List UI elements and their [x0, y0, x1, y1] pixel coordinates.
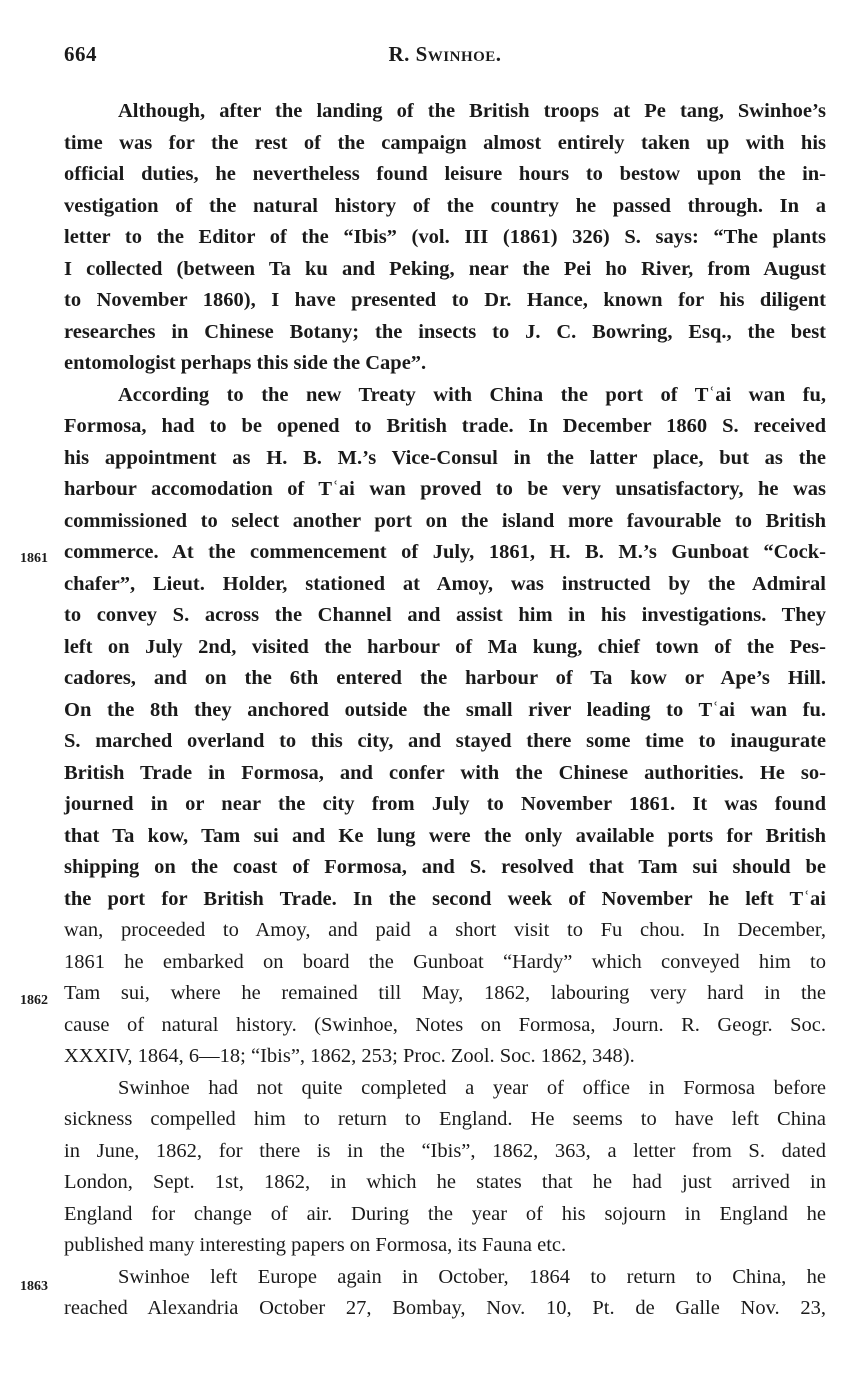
text-line: journed in or near the city from July to November 1861. It was found [64, 793, 826, 815]
margin-year-1863: 1863 [20, 1279, 48, 1294]
text-line: England for change of air. During the year of his sojourn in England he [64, 1202, 826, 1225]
text-line: London, Sept. 1st, 1862, in which he states that he had just arrived in [64, 1171, 826, 1193]
text-line: cause of natural history. (Swinhoe, Notes on Formosa, Journ. R. Geogr. Soc. [64, 1013, 826, 1036]
text-line: commerce. At the commencement of July, 1861, H. B. M.’s Gunboat “Cock- [64, 541, 826, 563]
text-line: entomologist perhaps this side the Cape”. [64, 352, 427, 374]
text-line: that Ta kow, Tam sui and Ke lung were the only available ports for British [64, 824, 826, 847]
text-line: I collected (between Ta ku and Peking, near the Pei ho River, from August [64, 257, 826, 280]
text-line: cadores, and on the 6th entered the harbour of Ta kow or Ape’s Hill. [64, 667, 826, 689]
text-line: chafer”, Lieut. Holder, stationed at Amoy, was instructed by the Admiral [64, 572, 826, 595]
running-head: R. Swinhoe. [388, 42, 502, 66]
body-text [64, 96, 826, 1325]
text-line: Although, after the landing of the British troops at Pe tang, Swinhoe’s [118, 100, 826, 122]
text-line: Formosa, had to be opened to British trade. In December 1860 S. received [64, 415, 826, 437]
text-line: researches in Chinese Botany; the insects to J. C. Bowring, Esq., the best [64, 320, 826, 343]
text-line: left on July 2nd, visited the harbour of Ma kung, chief town of the Pes- [64, 635, 826, 658]
page-number: 664 [64, 42, 97, 66]
margin-year-1862: 1862 [20, 993, 48, 1008]
text-line: Swinhoe left Europe again in October, 1864 to return to China, he [118, 1265, 826, 1288]
text-line: reached Alexandria October 27, Bombay, Nov. 10, Pt. de Galle Nov. 23, [64, 1297, 826, 1319]
text-line: to November 1860), I have presented to Dr. Hance, known for his diligent [64, 289, 826, 311]
text-line: wan, proceeded to Amoy, and paid a short visit to Fu chou. In December, [64, 919, 826, 941]
page-header [64, 42, 826, 72]
text-line: On the 8th they anchored outside the small river leading to Tʿai wan fu. [64, 698, 826, 721]
text-line: XXXIV, 1864, 6—18; “Ibis”, 1862, 253; Proc. Zool. Soc. 1862, 348). [64, 1045, 635, 1067]
text-line: Tam sui, where he remained till May, 1862, labouring very hard in the [64, 982, 826, 1004]
text-line: vestigation of the natural history of the country he passed through. In a [64, 194, 826, 217]
text-line: official duties, he nevertheless found leisure hours to bestow upon the in- [64, 163, 826, 185]
text-line: sickness compelled him to return to England. He seems to have left China [64, 1108, 826, 1130]
text-line: According to the new Treaty with China the port of Tʿai wan fu, [118, 383, 826, 406]
text-line: British Trade in Formosa, and confer with the Chinese authorities. He so- [64, 761, 826, 784]
text-line: in June, 1862, for there is in the “Ibis”, 1862, 363, a letter from S. dated [64, 1139, 826, 1162]
text-line: shipping on the coast of Formosa, and S. resolved that Tam sui should be [64, 856, 826, 878]
text-line: published many interesting papers on Formosa, its Fauna etc. [64, 1234, 567, 1256]
text-line: the port for British Trade. In the second week of November he left Tʿai [64, 887, 826, 910]
text-line: 1861 he embarked on board the Gunboat “Hardy” which conveyed him to [64, 950, 826, 973]
text-line: his appointment as H. B. M.’s Vice-Consul in the latter place, but as the [64, 446, 826, 469]
text-line: to convey S. across the Channel and assist him in his investigations. They [64, 604, 826, 626]
text-line: letter to the Editor of the “Ibis” (vol. III (1861) 326) S. says: “The plants [64, 226, 826, 248]
text-line: commissioned to select another port on the island more favourable to British [64, 509, 826, 532]
text-line: S. marched overland to this city, and stayed there some time to inaugurate [64, 730, 826, 752]
text-line: harbour accomodation of Tʿai wan proved to be very unsatisfactory, he was [64, 478, 826, 500]
text-line: Swinhoe had not quite completed a year of office in Formosa before [118, 1076, 826, 1099]
text-line: time was for the rest of the campaign almost entirely taken up with his [64, 131, 826, 154]
margin-year-1861: 1861 [20, 551, 48, 566]
